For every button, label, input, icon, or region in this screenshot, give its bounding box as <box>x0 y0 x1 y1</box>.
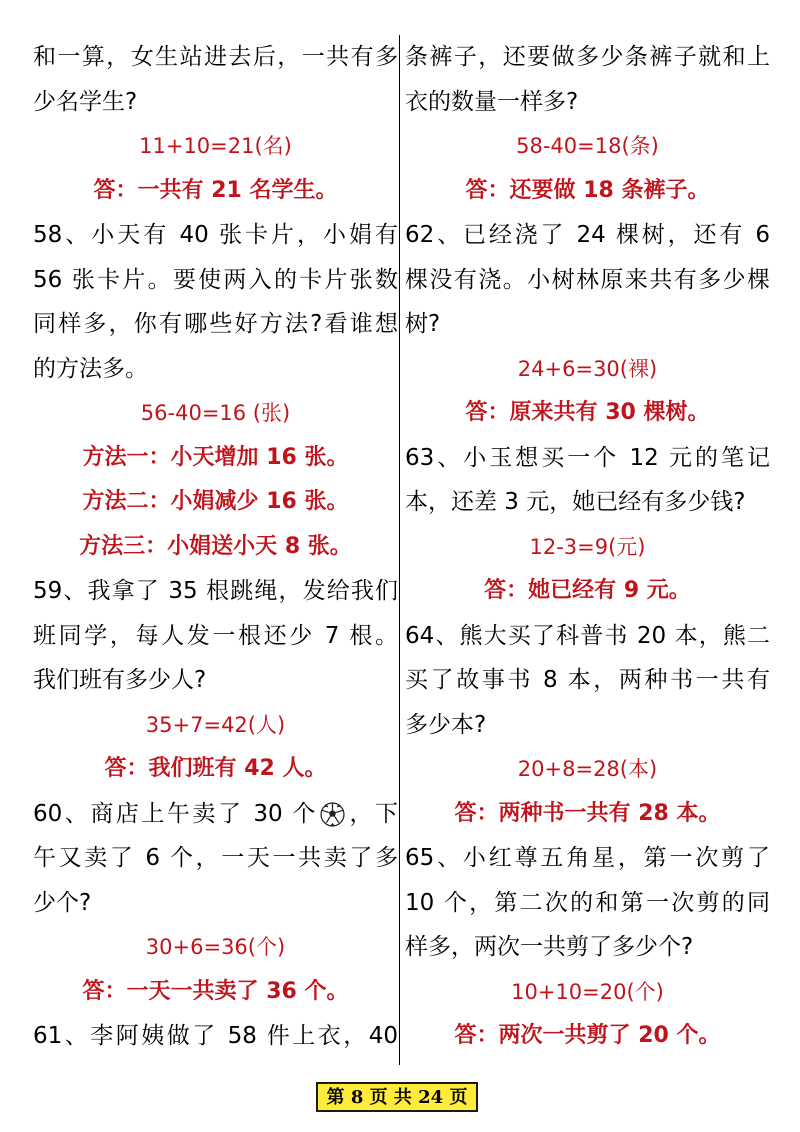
answer-line: 方法一：小天增加 16 张。 <box>82 444 349 470</box>
q60-text-before: 60、商店上午卖了 30 个 <box>33 800 318 827</box>
question-line: 59、我拿了 35 根跳绳，发给我们 <box>33 578 398 604</box>
soccer-ball-icon <box>320 802 345 827</box>
answer-line: 答：我们班有 42 人。 <box>104 756 327 781</box>
q60-text-after: ，下 <box>346 800 399 827</box>
question-line: 10 个，第二次的和第一次剪的同 <box>405 889 770 916</box>
answer-line: 答：一共有 21 名学生。 <box>93 177 338 203</box>
question-line: 衣的数量一样多? <box>405 88 579 115</box>
equation-line: 30+6=36(个) <box>145 935 286 959</box>
question-line: 买了故事书 8 本，两种书一共有 <box>405 667 770 693</box>
question-line: 样多，两次一共剪了多少个? <box>405 934 694 960</box>
equation-line: 24+6=30(裸) <box>517 356 658 381</box>
question-line: 64、熊大买了科普书 20 本，熊二 <box>405 622 770 649</box>
left-lines-a <box>33 35 398 792</box>
equation-line: 56-40=16 (张) <box>140 401 291 425</box>
answer-line: 答：她已经有 9 元。 <box>484 578 691 603</box>
question-line: 61、李阿姨做了 58 件上衣，40 <box>33 1023 398 1049</box>
equation-line: 35+7=42(人) <box>145 712 286 737</box>
question-line: 63、小玉想买一个 12 元的笔记 <box>405 444 770 471</box>
answer-line: 答：一天一共卖了 36 个。 <box>82 978 349 1004</box>
question-line: 56 张卡片。要使两入的卡片张数 <box>33 266 398 293</box>
question-line: 少个? <box>33 889 92 916</box>
question-line: 的方法多。 <box>33 355 148 382</box>
equation-line: 58-40=18(条) <box>516 134 659 158</box>
question-line: 棵没有浇。小树林原来共有多少棵 <box>405 266 770 293</box>
question-line: 我们班有多少人? <box>33 667 207 693</box>
question-line: 和一算，女生站进去后，一共有多 <box>33 44 398 70</box>
question-line: 同样多，你有哪些好方法?看谁想 <box>33 311 398 337</box>
answer-line: 答：两种书一共有 28 本。 <box>454 800 721 826</box>
question-line: 多少本? <box>405 711 487 738</box>
answer-line: 方法三：小娟送小天 8 张。 <box>79 533 352 559</box>
left-column <box>33 35 398 1059</box>
equation-line: 10+10=20(个) <box>511 979 664 1004</box>
question-line: 午又卖了 6 个，一天一共卖了多 <box>33 845 398 871</box>
right-column <box>405 35 770 1059</box>
question-line: 树? <box>405 311 441 337</box>
left-lines-b <box>33 836 398 1059</box>
question-line: 58、小天有 40 张卡片，小娟有 <box>33 222 398 248</box>
answer-line: 答：还要做 18 条裤子。 <box>465 177 710 203</box>
page-footer: 第 8 页 共 24 页 <box>316 1082 478 1112</box>
question-60-first-line <box>33 792 398 837</box>
column-divider <box>399 35 400 1065</box>
question-line: 本，还差 3 元，她已经有多少钱? <box>405 489 746 515</box>
equation-line: 12-3=9(元) <box>529 534 646 559</box>
question-line: 62、已经浇了 24 棵树，还有 6 <box>405 222 770 248</box>
equation-line: 20+8=28(本) <box>517 757 658 781</box>
answer-line: 答：两次一共剪了 20 个。 <box>454 1023 721 1048</box>
answer-line: 答：原来共有 30 棵树。 <box>465 400 710 425</box>
question-line: 65、小红尊五角星，第一次剪了 <box>405 845 770 871</box>
question-line: 条裤子，还要做多少条裤子就和上 <box>405 44 770 70</box>
question-line: 少名学生? <box>33 88 138 115</box>
question-line: 班同学，每人发一根还少 7 根。 <box>33 622 398 649</box>
equation-line: 11+10=21(名) <box>139 134 292 158</box>
answer-line: 方法二：小娟减少 16 张。 <box>82 489 349 514</box>
